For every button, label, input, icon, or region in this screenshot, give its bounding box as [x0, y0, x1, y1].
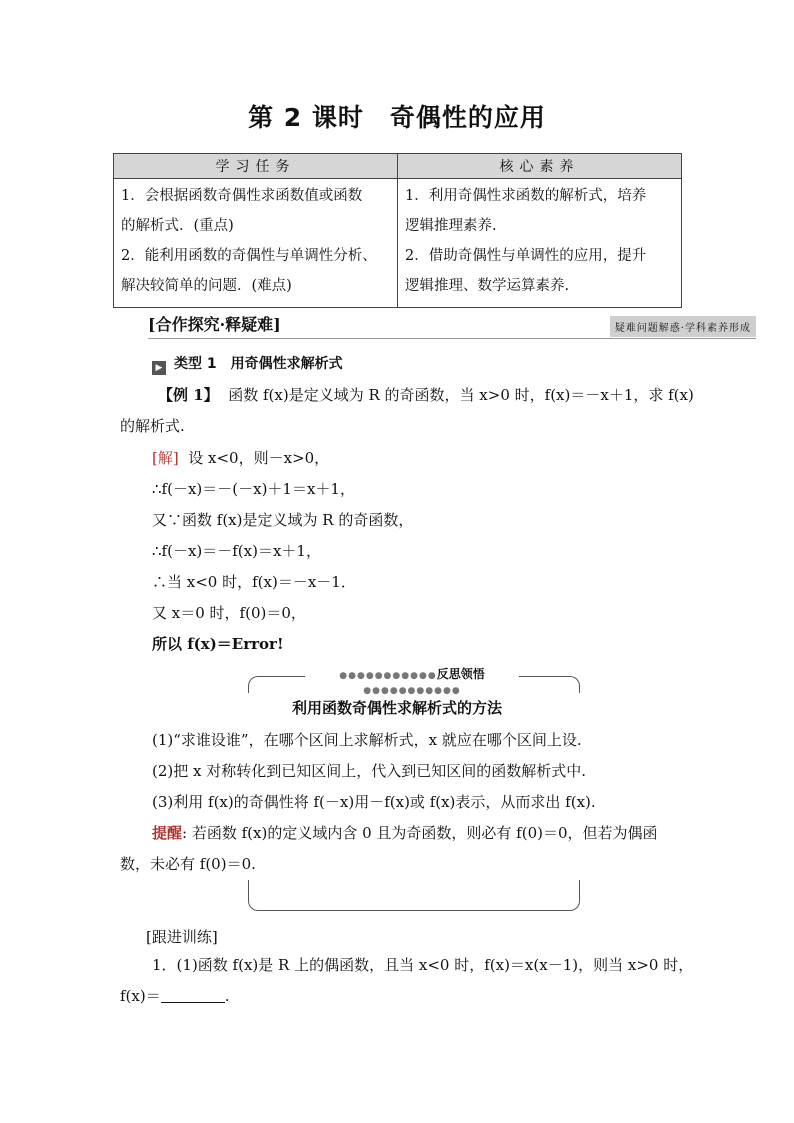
header-learning-tasks: 学习任务: [114, 154, 398, 179]
solution-line-7: 所以 f(x)＝Error!: [152, 635, 284, 653]
practice-line-1: 1．(1)函数 f(x)是 R 上的偶函数，且当 x<0 时，f(x)＝x(x－1)，则当 x>0 时，: [152, 956, 694, 974]
task-line: 1．会根据函数奇偶性求函数值或函数: [121, 188, 363, 204]
table-row: [114, 179, 682, 308]
type-heading-text: 类型 1 用奇偶性求解析式: [174, 356, 343, 372]
literacy-line: 2．借助奇偶性与单调性的应用，提升: [405, 248, 647, 264]
practice-line-2: [120, 985, 230, 1006]
example-text: 函数 f(x)是定义域为 R 的奇函数，当 x>0 时，f(x)＝－x＋1，求 f(x): [228, 386, 694, 404]
task-line: 解决较简单的问题．(难点): [121, 278, 292, 294]
example-tag: 【例 1】: [158, 386, 219, 404]
answer-blank: [161, 988, 225, 1003]
dots-decoration-icon: ●●●●●●●●●●●: [363, 686, 461, 696]
section-badge: 疑难问题解惑·学科素养形成: [610, 316, 756, 337]
header-core-literacy: 核心素养: [398, 154, 682, 179]
reflection-item-1: (1)“求谁设谁”，在哪个区间上求解析式，x 就应在哪个区间上设.: [152, 731, 582, 749]
solution-line-2: ∴f(－x)＝－(－x)＋1＝x＋1，: [152, 480, 355, 498]
solution-line-5: ∴当 x<0 时，f(x)＝－x－1．: [152, 573, 356, 591]
practice-answer-suffix: .: [224, 987, 230, 1005]
solution-line-1: [152, 447, 329, 468]
learning-tasks-cell: [114, 179, 398, 308]
tip-text: : 若函数 f(x)的定义域内含 0 且为奇函数，则必有 f(0)＝0，但若为偶函: [182, 824, 658, 842]
play-arrow-icon: ▶: [152, 361, 166, 375]
solution-line-4: ∴f(－x)＝－f(x)＝x＋1，: [152, 542, 321, 560]
learning-goals-table: [113, 153, 682, 308]
literacy-line: 逻辑推理素养.: [405, 218, 497, 234]
section-title: [合作探究·释疑难]: [148, 315, 281, 334]
task-line: 的解析式．(重点): [121, 218, 234, 234]
solution-line-6: 又 x＝0 时，f(0)＝0，: [152, 604, 306, 622]
reflection-frame-bottom: [248, 880, 580, 911]
page-title: 第 2 课时 奇偶性的应用: [248, 103, 546, 132]
practice-answer-prefix: f(x)＝: [120, 987, 161, 1005]
tip-label: 提醒: [152, 824, 183, 842]
literacy-line: 逻辑推理、数学运算素养.: [405, 278, 570, 294]
solution-tag: [解]: [152, 449, 179, 467]
task-line: 2．能利用函数的奇偶性与单调性分析、: [121, 248, 377, 264]
type-heading: [152, 353, 343, 375]
reflection-heading: 利用函数奇偶性求解析式的方法: [291, 699, 502, 717]
section-header: [148, 312, 756, 339]
dots-decoration-icon: ●●●●●●●●●●●: [339, 671, 437, 681]
example-line-2: 的解析式.: [120, 417, 185, 435]
table-header-row: [114, 154, 682, 179]
literacy-line: 1．利用奇偶性求函数的解析式，培养: [405, 188, 647, 204]
reflection-tag: [305, 665, 519, 696]
solution-line-3: 又∵函数 f(x)是定义域为 R 的奇函数，: [152, 511, 414, 529]
core-literacy-cell: [398, 179, 682, 308]
reflection-item-3: (3)利用 f(x)的奇偶性将 f(－x)用－f(x)或 f(x)表示，从而求出 f(x).: [152, 793, 596, 811]
reflection-tip-line-2: 数，未必有 f(0)＝0.: [120, 855, 256, 873]
reflection-item-2: (2)把 x 对称转化到已知区间上，代入到已知区间的函数解析式中.: [152, 762, 587, 780]
example-line-1: [158, 384, 694, 405]
reflection-tip-line-1: [152, 822, 658, 843]
practice-tag: [跟进训练]: [146, 928, 218, 946]
solution-text: 设 x<0，则－x>0，: [188, 449, 330, 467]
reflection-tag-text: 反思领悟: [436, 667, 485, 681]
